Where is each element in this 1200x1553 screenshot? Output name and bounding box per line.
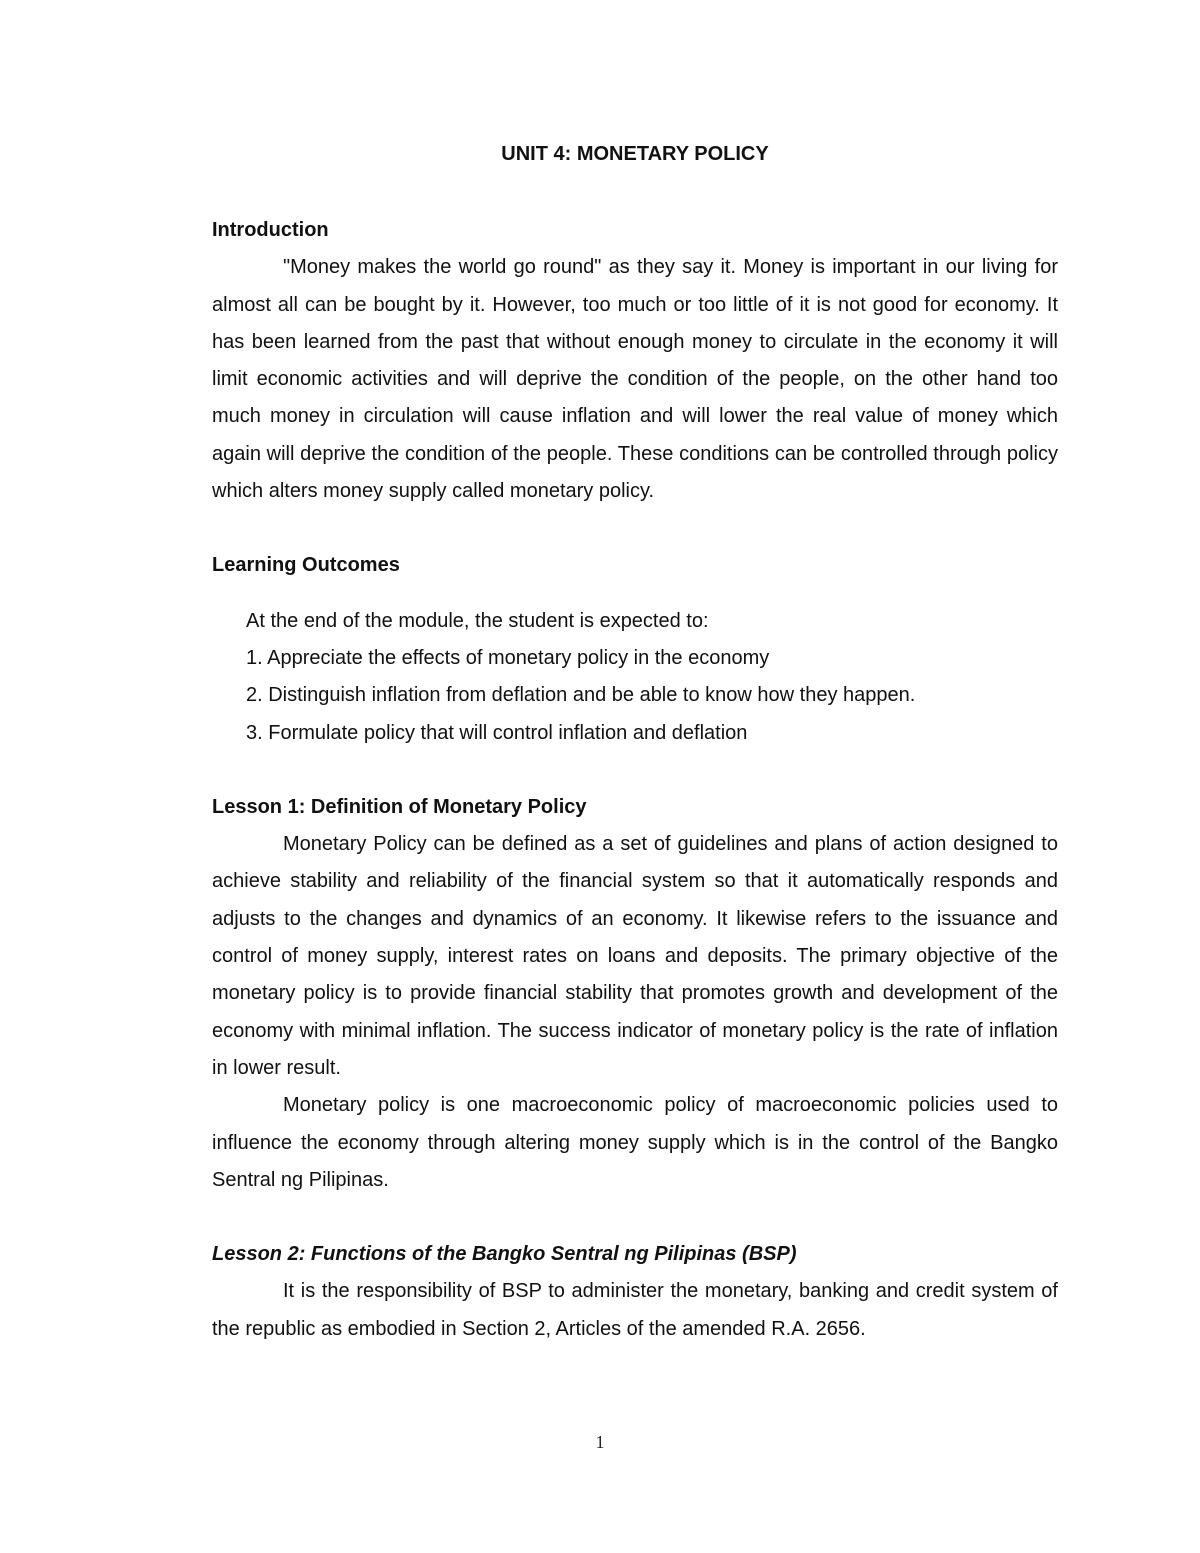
learning-outcome-item: 1. Appreciate the effects of monetary policy in the economy <box>246 646 770 669</box>
learning-outcomes-intro: At the end of the module, the student is expected to: <box>246 609 709 632</box>
lesson2-paragraph: It is the responsibility of BSP to administer the monetary, banking and credit system of the republic as embodied in Section 2, Articles of the amended R.A. 2656. <box>212 1280 1058 1340</box>
learning-outcome-item: 2. Distinguish inflation from deflation and be able to know how they happen. <box>246 684 916 707</box>
page-number: 1 <box>595 1432 605 1452</box>
introduction-paragraph: "Money makes the world go round" as they say it. Money is important in our living for almost all can be bought by it. However, too much or too little of it is not good for economy. It has been learned from the past that without enough money to circulate in the economy it will limit economic activities and will deprive the condition of the people, on the other hand too much money in circulation will cause inflation and will lower the real value of money which again will deprive the condition of the people. These conditions can be controlled through policy which alters money supply called monetary policy. <box>212 256 1058 503</box>
lesson1-heading: Lesson 1: Definition of Monetary Policy <box>212 795 587 818</box>
learning-outcomes-list <box>212 603 1058 752</box>
introduction-heading: Introduction <box>212 219 329 241</box>
page-content <box>212 138 1058 1348</box>
lesson2-heading: Lesson 2: Functions of the Bangko Sentral ng Pilipinas (BSP) <box>212 1243 797 1266</box>
lesson1-paragraph: Monetary policy is one macroeconomic policy of macroeconomic policies used to influence the economy through altering money supply which is in the control of the Bangko Sentral ng Pilipinas. <box>212 1094 1058 1191</box>
page-title: UNIT 4: MONETARY POLICY <box>501 143 769 165</box>
learning-outcome-item: 3. Formulate policy that will control inflation and deflation <box>246 721 748 744</box>
learning-outcomes-heading: Learning Outcomes <box>212 554 400 577</box>
lesson1-paragraph: Monetary Policy can be defined as a set of guidelines and plans of action designed to achieve stability and reliability of the financial system so that it automatically responds and adjusts to the changes and dynamics of an economy. It likewise refers to the issuance and control of money supply, interest rates on loans and deposits. The primary objective of the monetary policy is to provide financial stability that promotes growth and development of the economy with minimal inflation. The success indicator of monetary policy is the rate of inflation in lower result. <box>212 833 1058 1079</box>
